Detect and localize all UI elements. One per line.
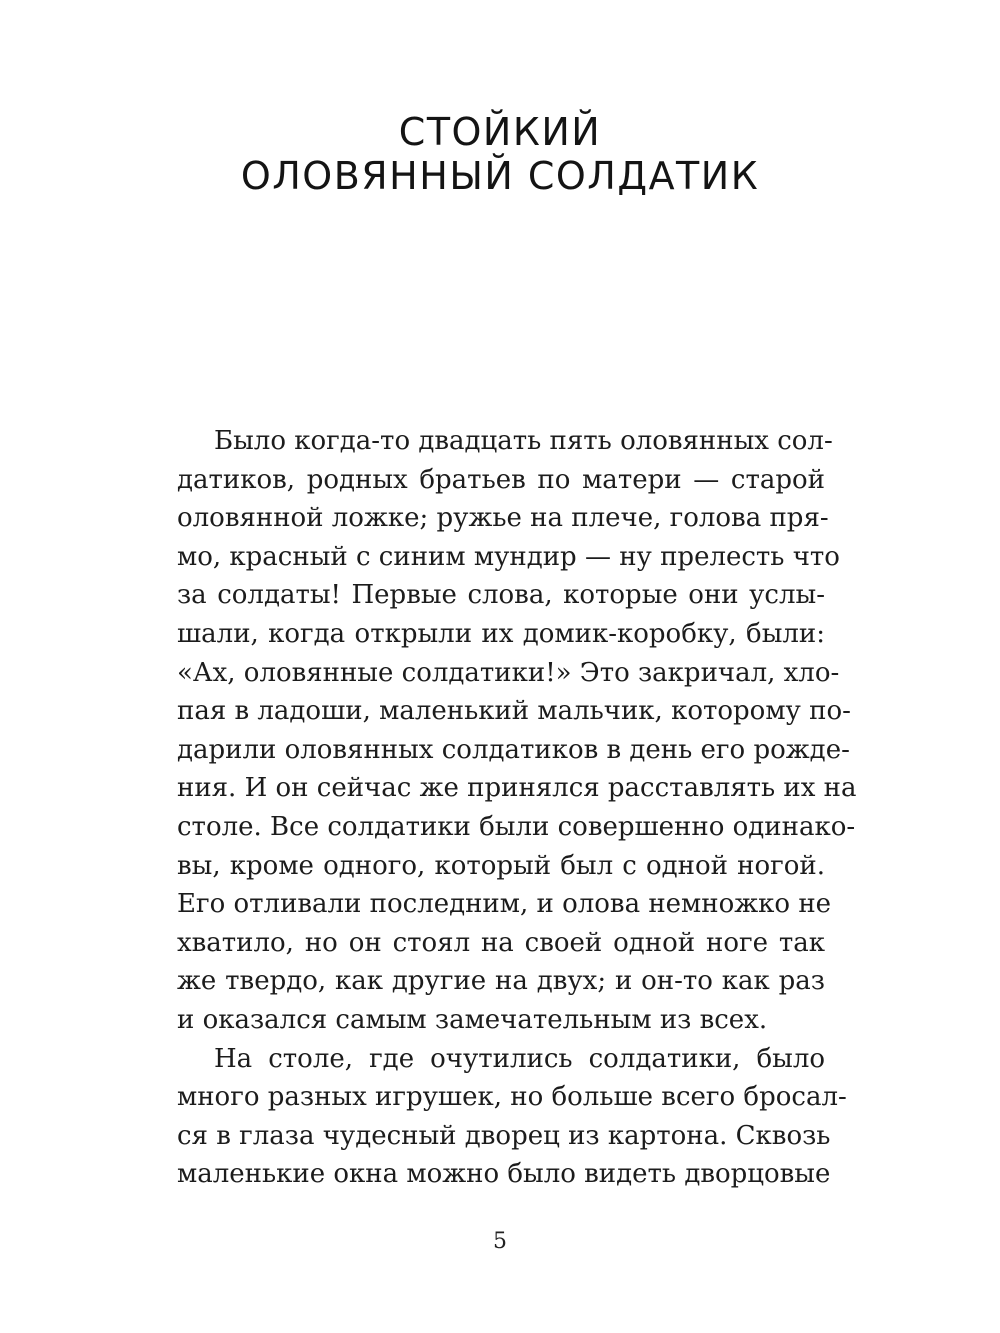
text-line: же твердо, как другие на двух; и он-то как раз — [177, 966, 825, 997]
text-line: датиков, родных братьев по матери — старой — [177, 464, 825, 495]
text-line: пая в ладоши, маленький мальчик, которому по- — [177, 696, 851, 727]
body-text — [177, 422, 857, 1194]
text-line: мо, красный с синим мундир — ну прелесть что — [177, 541, 840, 572]
text-line: дарили оловянных солдатиков в день его рожде- — [177, 734, 850, 765]
text-line: Было когда-то двадцать пять оловянных сол- — [214, 426, 833, 456]
text-line: На столе, где очутились солдатики, было — [214, 1043, 825, 1074]
page-number: 5 — [493, 1229, 507, 1254]
text-line: «Ах, оловянные солдатики!» Это закричал, хло- — [177, 657, 840, 688]
text-line: много разных игрушек, но больше всего бросал- — [177, 1082, 847, 1113]
text-line: Его отливали последним, и олова немножко не — [177, 889, 832, 920]
chapter-title-line-1: СТОЙКИЙ — [398, 110, 602, 154]
chapter-title-line-2: ОЛОВЯННЫЙ СОЛДАТИК — [240, 154, 760, 198]
text-line: ния. И он сейчас же принялся расставлять их на — [177, 773, 857, 804]
text-line: хватило, но он стоял на своей одной ноге так — [177, 927, 825, 958]
text-line: за солдаты! Первые слова, которые они услы- — [177, 580, 825, 611]
paragraph-2 — [177, 1040, 847, 1194]
text-line: маленькие окна можно было видеть дворцовые — [177, 1159, 831, 1190]
text-line: вы, кроме одного, который был с одной ногой. — [177, 850, 825, 881]
chapter-title — [0, 110, 1000, 198]
text-line: и оказался самым замечательным из всех. — [177, 1004, 768, 1035]
text-line: ся в глаза чудесный дворец из картона. Сквозь — [177, 1120, 831, 1151]
paragraph-1 — [177, 422, 857, 1040]
text-line: столе. Все солдатики были совершенно одинако- — [177, 811, 856, 842]
text-line: оловянной ложке; ружье на плече, голова пря- — [177, 503, 829, 534]
text-line: шали, когда открыли их домик-коробку, были: — [177, 618, 825, 649]
